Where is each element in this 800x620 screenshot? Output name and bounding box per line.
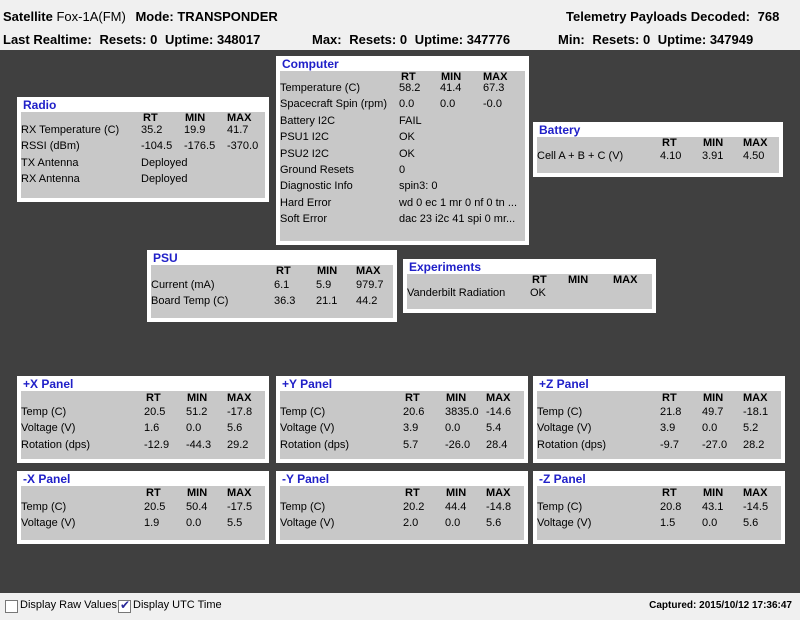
panel-body — [537, 391, 781, 459]
column-header-min: MIN — [568, 274, 589, 286]
utc-time-checkbox[interactable] — [118, 600, 131, 613]
max-uptime-value: 347776 — [466, 32, 511, 47]
column-header-max: MAX — [483, 71, 508, 83]
value-rt: 3.9 — [403, 422, 419, 435]
value-max: 29.2 — [227, 438, 249, 451]
max-resets-label: Resets: — [349, 32, 397, 47]
panel-body — [21, 486, 265, 540]
value-rt: Deployed — [141, 156, 188, 169]
value-max: 41.7 — [227, 124, 249, 136]
column-header-max: MAX — [613, 274, 638, 286]
value-rt: 6.1 — [274, 279, 290, 291]
column-header-rt: RT — [401, 71, 416, 83]
payloads-info — [566, 9, 779, 24]
row-label: TX Antenna — [21, 156, 79, 169]
value-min: 0.0 — [702, 422, 718, 435]
row-label: Rotation (dps) — [537, 438, 607, 451]
value-max: 67.3 — [483, 82, 505, 94]
value-rt: 0.0 — [399, 98, 415, 111]
row-label: RX Temperature (C) — [21, 124, 120, 136]
panel-body — [151, 265, 393, 318]
value-max: 28.4 — [486, 438, 508, 451]
column-header-min: MIN — [441, 71, 462, 83]
value-min: 0.0 — [445, 422, 461, 435]
column-header-max: MAX — [743, 487, 768, 499]
panel-py — [276, 376, 528, 463]
column-header-min: MIN — [703, 487, 724, 499]
row-label: RX Antenna — [21, 173, 80, 186]
captured-label: Captured: — [649, 600, 697, 611]
panel-mz — [533, 471, 785, 544]
max-info — [312, 32, 510, 47]
column-header-min: MIN — [187, 392, 208, 404]
max-uptime-label: Uptime: — [414, 32, 464, 47]
panel-body — [280, 391, 524, 459]
panel-title: -X Panel — [23, 472, 71, 486]
panel-title: Computer — [282, 57, 339, 71]
row-label: Hard Error — [280, 196, 332, 209]
row-label: Rotation (dps) — [280, 438, 350, 451]
value-max: -17.8 — [227, 406, 253, 418]
row-label: Diagnostic Info — [280, 180, 353, 193]
column-header-min: MIN — [187, 487, 208, 499]
value-rt: 2.0 — [403, 517, 419, 530]
value-min: 19.9 — [184, 124, 206, 136]
row-label: PSU1 I2C — [280, 131, 329, 144]
column-header-min: MIN — [446, 487, 467, 499]
value-rt: -9.7 — [660, 438, 679, 451]
panel-title: -Y Panel — [282, 472, 330, 486]
satellite-label: Satellite — [3, 9, 53, 24]
value-min: 21.1 — [316, 295, 338, 308]
value-rt: wd 0 ec 1 mr 0 nf 0 tn ... — [399, 196, 517, 209]
value-max: -14.6 — [486, 406, 512, 418]
panel-title: -Z Panel — [539, 472, 586, 486]
max-resets-value: 0 — [399, 32, 408, 47]
panel-title: Battery — [539, 123, 581, 137]
value-min: 51.2 — [186, 406, 208, 418]
row-label: Temp (C) — [280, 501, 326, 513]
value-rt: 1.6 — [144, 422, 160, 435]
mode-label: Mode: — [135, 9, 174, 24]
satellite-info — [3, 9, 278, 24]
value-min: 41.4 — [440, 82, 462, 94]
panel-body — [537, 486, 781, 540]
column-header-rt: RT — [143, 112, 158, 124]
column-header-min: MIN — [185, 112, 206, 124]
payloads-label: Telemetry Payloads Decoded: — [566, 9, 750, 24]
value-min: -27.0 — [702, 438, 728, 451]
value-max: 44.2 — [356, 295, 378, 308]
value-rt: 20.6 — [403, 406, 425, 418]
column-header-min: MIN — [703, 137, 724, 149]
row-label: Temp (C) — [537, 406, 583, 418]
row-label: Cell A + B + C (V) — [537, 150, 624, 162]
value-min: 0.0 — [440, 98, 456, 111]
min-resets-label: Resets: — [592, 32, 640, 47]
value-rt: 20.5 — [144, 406, 166, 418]
value-rt: 0 — [399, 164, 406, 176]
value-rt: 21.8 — [660, 406, 682, 418]
value-max: 5.4 — [486, 422, 502, 435]
value-rt: 20.8 — [660, 501, 682, 513]
value-min: 0.0 — [186, 422, 202, 435]
value-rt: OK — [399, 147, 415, 160]
column-header-rt: RT — [146, 487, 161, 499]
value-max: -370.0 — [227, 140, 259, 153]
panel-body — [280, 486, 524, 540]
panel-battery — [533, 122, 783, 177]
panel-title: +X Panel — [23, 377, 74, 391]
column-header-rt: RT — [662, 392, 677, 404]
panel-my — [276, 471, 528, 544]
value-min: -176.5 — [184, 140, 216, 153]
mode-value: TRANSPONDER — [177, 9, 278, 24]
raw-values-checkbox[interactable] — [5, 600, 18, 613]
value-min: 0.0 — [445, 517, 461, 530]
row-label: Board Temp (C) — [151, 295, 229, 308]
value-max: -17.5 — [227, 501, 253, 513]
value-min: 3.91 — [702, 150, 724, 162]
row-label: Ground Resets — [280, 164, 354, 176]
panel-title: Experiments — [409, 260, 482, 274]
max-label: Max: — [312, 32, 342, 47]
panel-body — [21, 391, 265, 459]
panel-body — [407, 274, 652, 309]
column-header-rt: RT — [662, 137, 677, 149]
rt-resets-value: 0 — [150, 32, 158, 47]
rt-uptime-value: 348017 — [216, 32, 261, 47]
row-label: Current (mA) — [151, 279, 215, 291]
min-info — [558, 32, 753, 47]
row-label: Vanderbilt Radiation — [407, 287, 506, 299]
column-header-min: MIN — [446, 392, 467, 404]
value-max: 5.2 — [743, 422, 759, 435]
value-rt: 1.9 — [144, 517, 160, 530]
panel-body — [280, 71, 525, 241]
value-rt: 5.7 — [403, 438, 419, 451]
column-header-max: MAX — [486, 392, 511, 404]
row-label: Temp (C) — [280, 406, 326, 418]
row-label: Temp (C) — [537, 501, 583, 513]
value-max: -14.5 — [743, 501, 769, 513]
panel-psu — [147, 250, 397, 322]
value-max: 5.6 — [743, 517, 759, 530]
value-rt: 3.9 — [660, 422, 676, 435]
last-realtime-info — [3, 32, 260, 47]
rt-resets-label: Resets: — [99, 32, 147, 47]
value-max: 979.7 — [356, 279, 384, 291]
column-header-rt: RT — [662, 487, 677, 499]
column-header-min: MIN — [703, 392, 724, 404]
value-rt: spin3: 0 — [399, 180, 438, 193]
value-max: 5.6 — [486, 517, 502, 530]
column-header-max: MAX — [356, 265, 381, 277]
value-rt: dac 23 i2c 41 spi 0 mr... — [399, 213, 516, 226]
value-rt: 20.5 — [144, 501, 166, 513]
telemetry-area — [0, 50, 800, 593]
value-max: -14.8 — [486, 501, 512, 513]
value-rt: OK — [399, 131, 415, 144]
row-label: Temperature (C) — [280, 82, 361, 94]
panel-radio — [17, 97, 269, 202]
value-rt: 1.5 — [660, 517, 676, 530]
captured-timestamp — [649, 600, 792, 611]
panel-px — [17, 376, 269, 463]
value-min: 43.1 — [702, 501, 724, 513]
row-label: Battery I2C — [280, 114, 336, 127]
column-header-max: MAX — [743, 392, 768, 404]
payloads-value: 768 — [757, 9, 780, 24]
value-max: 5.6 — [227, 422, 243, 435]
value-rt: 58.2 — [399, 82, 421, 94]
utc-time-label: Display UTC Time — [133, 599, 222, 611]
footer-bar — [0, 593, 800, 620]
column-header-max: MAX — [486, 487, 511, 499]
min-uptime-label: Uptime: — [657, 32, 707, 47]
value-min: 44.4 — [445, 501, 467, 513]
value-min: 50.4 — [186, 501, 208, 513]
column-header-max: MAX — [227, 392, 252, 404]
column-header-min: MIN — [317, 265, 338, 277]
value-rt: 36.3 — [274, 295, 296, 308]
panel-experiments — [403, 259, 656, 313]
value-min: 3835.0 — [445, 406, 479, 418]
panel-title: +Z Panel — [539, 377, 589, 391]
column-header-max: MAX — [743, 137, 768, 149]
panel-computer — [276, 56, 529, 245]
panel-body — [21, 112, 265, 198]
value-rt: Deployed — [141, 173, 188, 186]
value-max: 28.2 — [743, 438, 765, 451]
row-label: Rotation (dps) — [21, 438, 91, 451]
column-header-rt: RT — [405, 487, 420, 499]
column-header-rt: RT — [146, 392, 161, 404]
value-max: 4.50 — [743, 150, 765, 162]
row-label: Voltage (V) — [537, 517, 592, 530]
row-label: Temp (C) — [21, 501, 67, 513]
panel-pz — [533, 376, 785, 463]
last-realtime-label: Last Realtime: — [3, 32, 92, 47]
raw-values-label: Display Raw Values — [20, 599, 118, 611]
value-rt: FAIL — [399, 114, 422, 127]
panel-title: Radio — [23, 98, 57, 112]
panel-body — [537, 137, 779, 173]
min-resets-value: 0 — [642, 32, 651, 47]
column-header-max: MAX — [227, 112, 252, 124]
value-min: 49.7 — [702, 406, 724, 418]
row-label: Voltage (V) — [21, 422, 76, 435]
row-label: Voltage (V) — [21, 517, 76, 530]
panel-mx — [17, 471, 269, 544]
value-rt: -12.9 — [144, 438, 170, 451]
captured-value: 2015/10/12 17:36:47 — [699, 600, 792, 611]
row-label: RSSI (dBm) — [21, 140, 80, 153]
column-header-rt: RT — [532, 274, 547, 286]
column-header-max: MAX — [227, 487, 252, 499]
rt-uptime-label: Uptime: — [164, 32, 214, 47]
row-label: Temp (C) — [21, 406, 67, 418]
min-label: Min: — [558, 32, 585, 47]
value-rt: 4.10 — [660, 150, 682, 162]
value-min: 5.9 — [316, 279, 332, 291]
value-min: -26.0 — [445, 438, 471, 451]
row-label: Voltage (V) — [280, 422, 335, 435]
value-rt: -104.5 — [141, 140, 173, 153]
value-rt: 35.2 — [141, 124, 163, 136]
value-max: -0.0 — [483, 98, 502, 111]
column-header-rt: RT — [276, 265, 291, 277]
checkmark-icon: ✔ — [120, 598, 131, 612]
row-label: Voltage (V) — [537, 422, 592, 435]
row-label: Spacecraft Spin (rpm) — [280, 98, 387, 111]
panel-title: PSU — [153, 251, 178, 265]
row-label: PSU2 I2C — [280, 147, 329, 160]
value-max: 5.5 — [227, 517, 243, 530]
row-label: Soft Error — [280, 213, 328, 226]
min-uptime-value: 347949 — [709, 32, 754, 47]
column-header-rt: RT — [405, 392, 420, 404]
satellite-name: Fox-1A(FM) — [56, 9, 126, 24]
header-bar — [0, 0, 800, 50]
value-rt: OK — [530, 287, 546, 299]
value-rt: 20.2 — [403, 501, 425, 513]
value-max: -18.1 — [743, 406, 769, 418]
value-min: -44.3 — [186, 438, 212, 451]
panel-title: +Y Panel — [282, 377, 333, 391]
value-min: 0.0 — [702, 517, 718, 530]
row-label: Voltage (V) — [280, 517, 335, 530]
value-min: 0.0 — [186, 517, 202, 530]
